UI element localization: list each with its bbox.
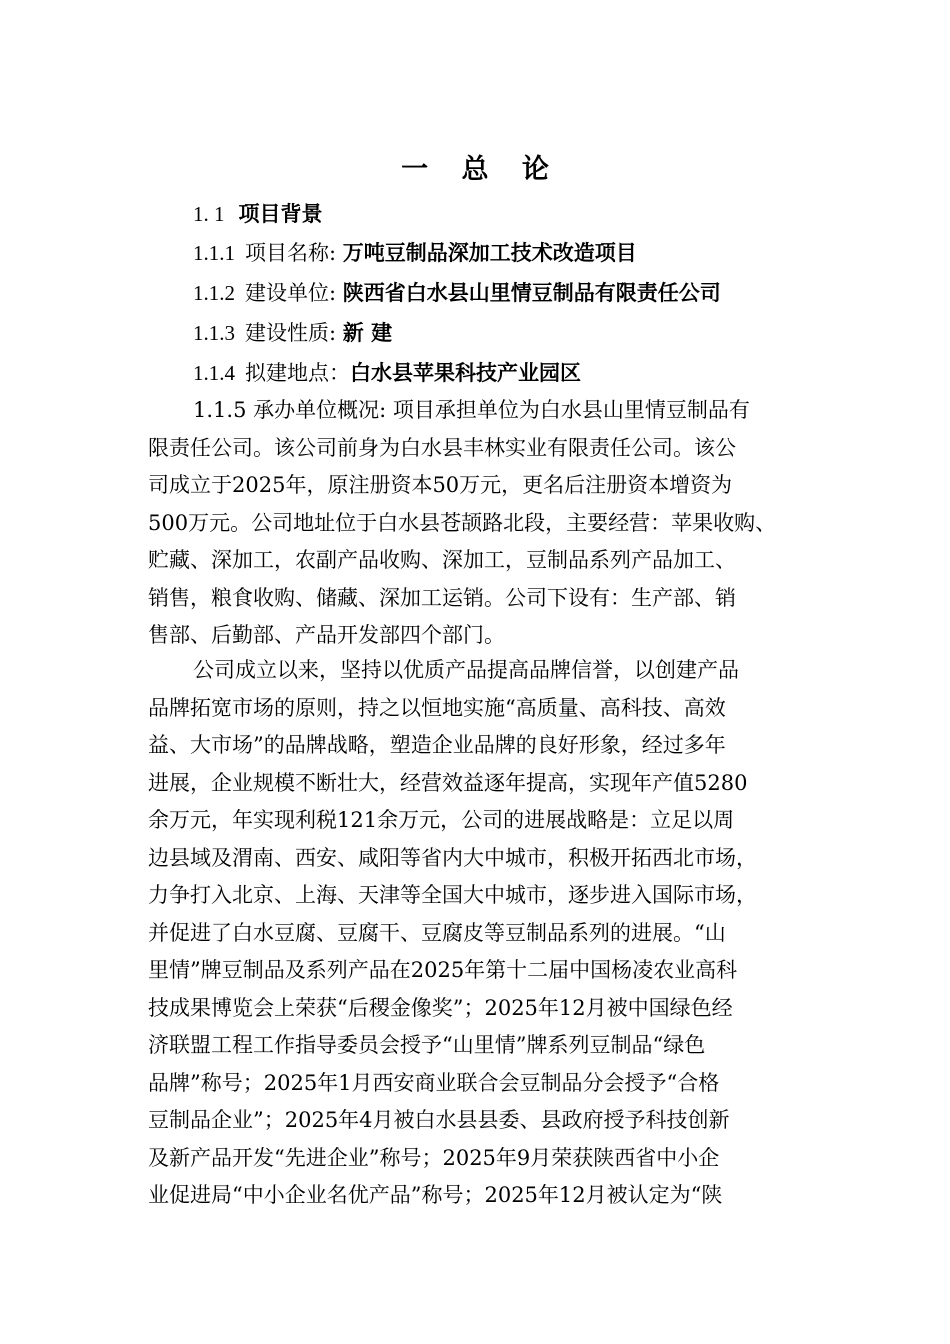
text-line: 司成立于2025年，原注册资本50万元，更名后注册资本增资为 bbox=[148, 473, 733, 497]
text-line: 力争打入北京、上海、天津等全国大中城市，逐步进入国际市场， bbox=[148, 883, 757, 907]
item-label: 拟建地点： bbox=[245, 361, 350, 385]
title-char: 总 bbox=[461, 154, 489, 185]
text-line: 边县域及渭南、西安、咸阳等省内大中城市，积极开拓西北市场， bbox=[148, 845, 757, 870]
item-label: 建设单位: bbox=[245, 281, 337, 305]
text-line: 1.1.5 承办单位概况: 项目承担单位为白水县山里情豆制品有 bbox=[193, 398, 750, 422]
section-heading bbox=[193, 199, 323, 229]
item-number: 1.1.3 bbox=[193, 321, 235, 345]
text-line: 售部、后勤部、产品开发部四个部门。 bbox=[148, 623, 505, 647]
title-char: 论 bbox=[521, 154, 549, 185]
item-builder bbox=[193, 278, 721, 308]
item-value: 陕西省白水县山里情豆制品有限责任公司 bbox=[342, 281, 721, 305]
paragraph-company-development bbox=[148, 652, 838, 1215]
text-line: 并促进了白水豆腐、豆腐干、豆腐皮等豆制品系列的进展。“山 bbox=[148, 920, 726, 945]
text-line: 技成果博览会上荣获“后稷金像奖”；2025年12月被中国绿色经 bbox=[148, 995, 733, 1020]
item-value: 新 建 bbox=[342, 321, 393, 345]
text-line: 豆制品企业”；2025年4月被白水县县委、县政府授予科技创新 bbox=[148, 1108, 730, 1132]
text-line: 济联盟工程工作指导委员会授予“山里情”牌系列豆制品“绿色 bbox=[148, 1033, 706, 1057]
item-number: 1.1.1 bbox=[193, 241, 235, 265]
text-line: 品牌拓宽市场的原则，持之以恒地实施“高质量、高科技、高效 bbox=[148, 695, 726, 720]
item-number: 1.1.2 bbox=[193, 281, 235, 305]
item-project-name bbox=[193, 238, 637, 268]
text-line: 销售，粮食收购、储藏、深加工运销。公司下设有：生产部、销 bbox=[148, 585, 736, 610]
text-line: 品牌”称号；2025年1月西安商业联合会豆制品分会授予“合格 bbox=[148, 1070, 720, 1095]
text-line: 限责任公司。该公司前身为白水县丰林实业有限责任公司。该公 bbox=[148, 435, 736, 460]
text-line: 500万元。公司地址位于白水县苍颉路北段，主要经营：苹果收购、 bbox=[148, 510, 777, 535]
text-line: 公司成立以来，坚持以优质产品提高品牌信誉，以创建产品 bbox=[193, 658, 739, 682]
text-line: 进展，企业规模不断壮大，经营效益逐年提高，实现年产值5280 bbox=[148, 770, 748, 795]
text-line: 及新产品开发“先进企业”称号；2025年9月荣获陕西省中小企 bbox=[148, 1145, 720, 1170]
text-line: 余万元，年实现利税121余万元，公司的进展战略是：立足以周 bbox=[148, 808, 735, 832]
paragraph-company-overview bbox=[148, 392, 838, 655]
text-line: 贮藏、深加工，农副产品收购、深加工，豆制品系列产品加工、 bbox=[148, 548, 736, 572]
text-line: 里情”牌豆制品及系列产品在2025年第十二届中国杨凌农业高科 bbox=[148, 958, 738, 982]
item-value: 万吨豆制品深加工技术改造项目 bbox=[342, 241, 637, 265]
section-number: 1. 1 bbox=[193, 202, 225, 226]
item-build-type bbox=[193, 318, 392, 348]
item-number: 1.1.4 bbox=[193, 361, 235, 385]
text-line: 业促进局“中小企业名优产品”称号；2025年12月被认定为“陕 bbox=[148, 1183, 723, 1207]
item-location bbox=[193, 358, 581, 388]
section-label: 项目背景 bbox=[238, 202, 323, 226]
item-label: 项目名称: bbox=[245, 241, 337, 265]
title-char: 一 bbox=[401, 154, 429, 185]
text-line: 益、大市场”的品牌战略，塑造企业品牌的良好形象，经过多年 bbox=[148, 733, 726, 757]
page-title bbox=[0, 150, 950, 190]
item-label: 建设性质: bbox=[245, 321, 337, 345]
item-value: 白水县苹果科技产业园区 bbox=[350, 361, 581, 385]
